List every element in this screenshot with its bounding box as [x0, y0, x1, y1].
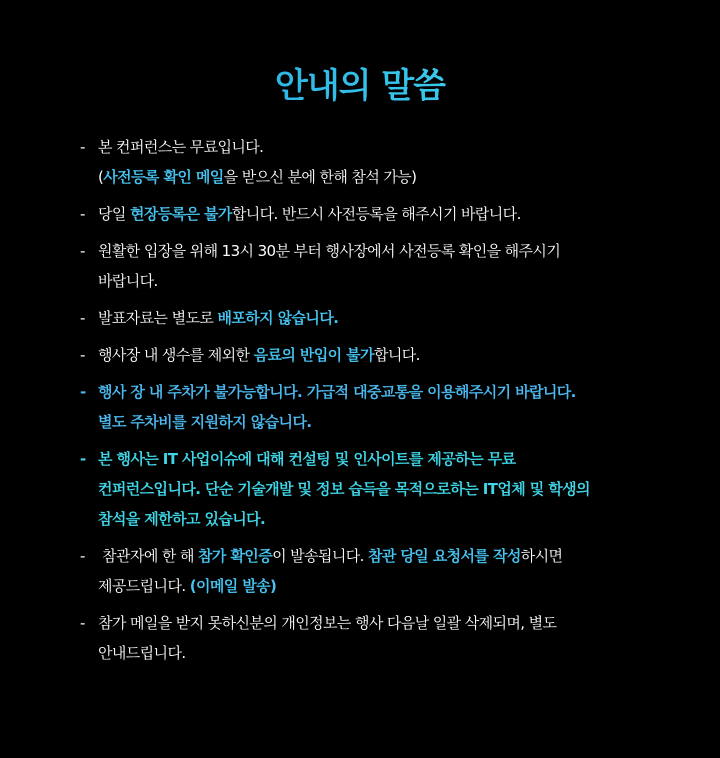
bullet-dash: - [80, 242, 85, 260]
highlight-text: 사전등록 확인 메일 [103, 168, 224, 186]
list-item-attendance-restriction [80, 444, 680, 534]
list-item-no-beverages [80, 340, 680, 370]
item-line: 본 행사는 IT 사업이슈에 대해 컨설팅 및 인사이트를 제공하는 무료 [98, 450, 516, 468]
list-item-participation-certificate [80, 541, 680, 601]
item-line: 참관자에 한 해 참가 확인증이 발송됩니다. 참관 당일 요청서를 작성하시면 [98, 547, 563, 565]
bullet-dash: - [80, 346, 85, 364]
list-item-no-parking [80, 377, 680, 437]
item-line: 당일 현장등록은 불가합니다. 반드시 사전등록을 해주시기 바랍니다. [98, 205, 521, 223]
item-line: 제공드립니다. (이메일 발송) [98, 577, 277, 595]
highlight-text: 배포하지 않습니다. [217, 309, 339, 327]
page-title: 안내의 말씀 [0, 62, 720, 110]
list-item-personal-info [80, 608, 680, 668]
item-line: 본 컨퍼런스는 무료입니다. [98, 138, 264, 156]
item-line: 행사 장 내 주차가 불가능합니다. 가급적 대중교통을 이용해주시기 바랍니다. [98, 383, 576, 401]
notice-list [80, 132, 680, 675]
list-item-no-onsite-registration [80, 199, 680, 229]
highlight-text: 참가 확인증 [198, 547, 273, 565]
highlight-text: (이메일 발송) [189, 577, 277, 595]
item-line: 행사장 내 생수를 제외한 음료의 반입이 불가합니다. [98, 346, 420, 364]
highlight-text: 참관 당일 요청서를 작성 [367, 547, 521, 565]
bullet-dash: - [80, 547, 85, 565]
item-line: 발표자료는 별도로 배포하지 않습니다. [98, 309, 339, 327]
bullet-dash: - [80, 614, 85, 632]
highlight-text: 음료의 반입이 불가 [253, 346, 374, 364]
list-item-no-materials [80, 303, 680, 333]
bullet-dash: - [80, 205, 85, 223]
item-line: 참가 메일을 받지 못하신분의 개인정보는 행사 다음날 일괄 삭제되며, 별도 [98, 614, 557, 632]
bullet-dash: - [80, 138, 85, 156]
bullet-dash: - [80, 450, 86, 468]
item-line: 바랍니다. [98, 272, 158, 290]
item-line: 별도 주차비를 지원하지 않습니다. [98, 413, 312, 431]
item-line: (사전등록 확인 메일을 받으신 분에 한해 참석 가능) [98, 168, 417, 186]
list-item-free-conference [80, 132, 680, 192]
item-line: 안내드립니다. [98, 644, 186, 662]
item-line: 참석을 제한하고 있습니다. [98, 510, 266, 528]
item-line: 컨퍼런스입니다. 단순 기술개발 및 정보 습득을 목적으로하는 IT업체 및 학생의 [98, 480, 590, 498]
bullet-dash: - [80, 309, 85, 327]
list-item-entry-time [80, 236, 680, 296]
item-line: 원활한 입장을 위해 13시 30분 부터 행사장에서 사전등록 확인을 해주시기 [98, 242, 561, 260]
highlight-text: 현장등록은 불가 [129, 205, 232, 223]
bullet-dash: - [80, 383, 86, 401]
